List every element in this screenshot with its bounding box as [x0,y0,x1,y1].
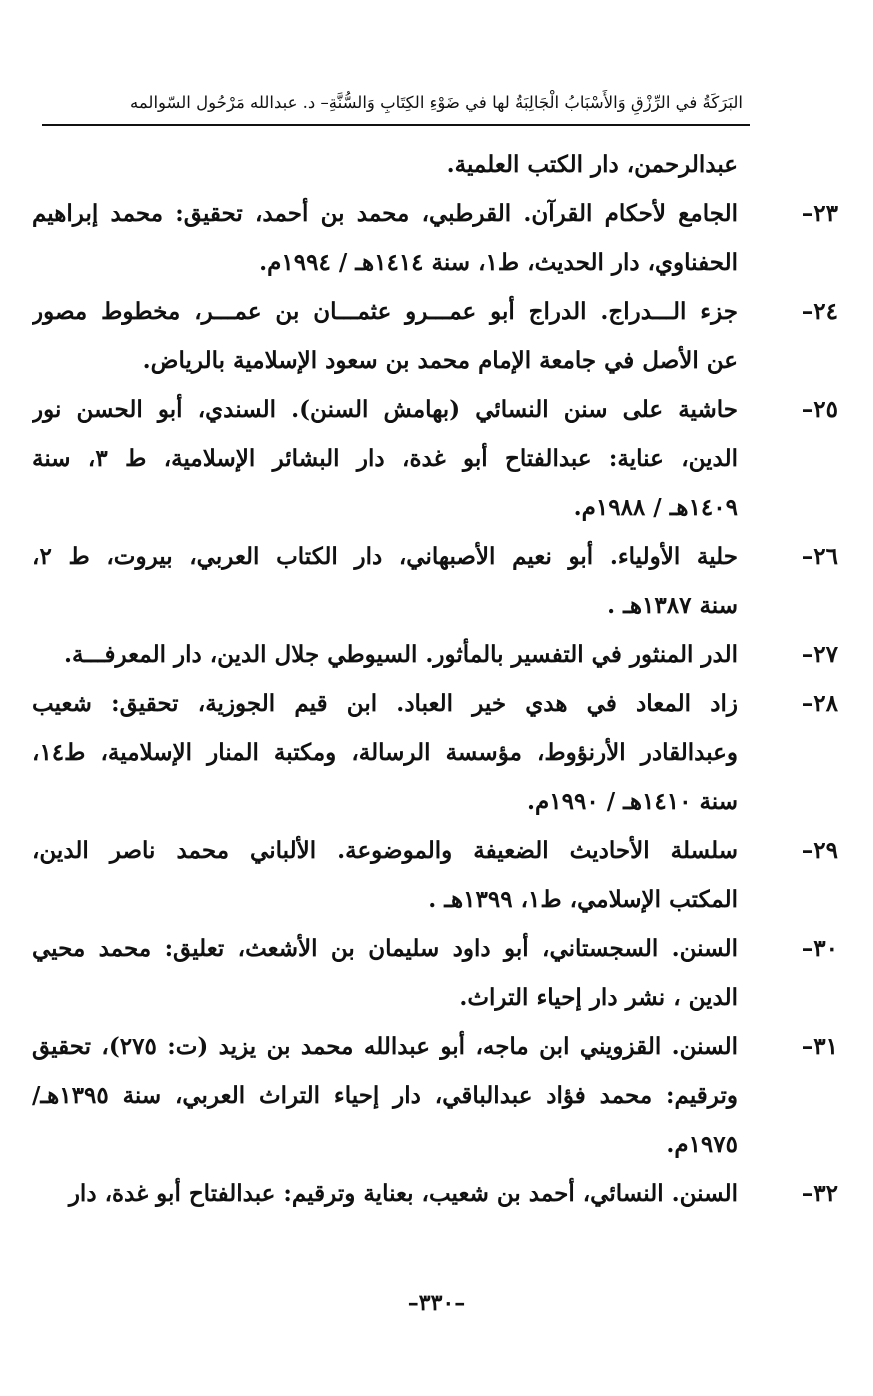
entry-line: المكتب الإسلامي، ط١، ١٣٩٩هـ . [428,886,738,913]
entry-number: ٣٢– [801,1180,838,1207]
bibliography-entry [32,630,838,679]
entry-line: وعبدالقادر الأرنؤوط، مؤسسة الرسالة، ومكتبة المنار الإسلامية، ط١٤، [32,739,738,766]
bibliography-body [32,140,838,1218]
entry-number: ٢٨– [801,690,838,717]
entry-line: وترقيم: محمد فؤاد عبدالباقي، دار إحياء التراث العربي، سنة ١٣٩٥هـ/ [32,1082,738,1109]
running-header: البَرَكَةُ في الرِّزْقِ وَالأَسْبَابُ الْجَالِبَةُ لها في ضَوْءِ الكِتَابِ وَالسُّنَّةِ– د. عبدالله مَرْحُول السّوالمه [130,93,743,112]
entry-line: الحفناوي، دار الحديث، ط١، سنة ١٤١٤هـ / ١٩٩٤م. [259,249,738,276]
bibliography-entry [32,532,838,630]
bibliography-entry [32,679,838,826]
entry-line: السنن. القزويني ابن ماجه، أبو عبدالله محمد بن يزيد (ت: ٢٧٥)، تحقيق [32,1033,738,1060]
header-rule [42,124,750,126]
entry-number: ٣١– [801,1033,838,1060]
continuation-line: عبدالرحمن، دار الكتب العلمية. [446,151,738,178]
bibliography-entry [32,924,838,1022]
entry-line: حلية الأولياء. أبو نعيم الأصبهاني، دار الكتاب العربي، بيروت، ط ٢، [32,543,738,570]
bibliography-entry [32,385,838,532]
bibliography-entry [32,189,838,287]
entry-number: ٢٧– [801,641,838,668]
entry-line: سنة ١٣٨٧هـ . [607,592,738,619]
entry-number: ٢٩– [801,837,838,864]
entry-number: ٢٦– [801,543,838,570]
entry-line: زاد المعاد في هدي خير العباد. ابن قيم الجوزية، تحقيق: شعيب [32,690,738,717]
entry-line: سلسلة الأحاديث الضعيفة والموضوعة. الألباني محمد ناصر الدين، [32,837,738,864]
entry-line: عن الأصل في جامعة الإمام محمد بن سعود الإسلامية بالرياض. [142,347,738,374]
bibliography-entry [32,826,838,924]
entry-number: ٢٥– [801,396,838,423]
entry-number: ٢٣– [801,200,838,227]
page-number: –٣٣٠– [407,1290,466,1316]
entry-line: الجامع لأحكام القرآن. القرطبي، محمد بن أحمد، تحقيق: محمد إبراهيم [32,200,738,227]
entry-line: ١٤٠٩هـ / ١٩٨٨م. [573,494,738,521]
entry-line: الدين ، نشر دار إحياء التراث. [459,984,738,1011]
entry-line: الدين، عناية: عبدالفتاح أبو غدة، دار البشائر الإسلامية، ط ٣، سنة [32,445,738,472]
entry-line: السنن. النسائي، أحمد بن شعيب، بعناية وترقيم: عبدالفتاح أبو غدة، دار [68,1180,738,1207]
entry-line: حاشية على سنن النسائي (بهامش السنن). السندي، أبو الحسن نور [32,396,738,423]
entry-line: سنة ١٤١٠هـ / ١٩٩٠م. [527,788,738,815]
entry-number: ٢٤– [801,298,838,325]
bibliography-entry [32,1169,838,1218]
entry-number: ٣٠– [801,935,838,962]
entry-line: الدر المنثور في التفسير بالمأثور. السيوطي جلال الدين، دار المعرفـــة. [63,641,738,668]
entry-line: ١٩٧٥م. [666,1131,738,1158]
entry-line: جزء الـــدراج. الدراج أبو عمـــرو عثمـــان بن عمـــر، مخطوط مصور [32,298,738,325]
bibliography-entry [32,1022,838,1169]
entry-line: السنن. السجستاني، أبو داود سليمان بن الأشعث، تعليق: محمد محيي [32,935,738,962]
bibliography-entry [32,287,838,385]
